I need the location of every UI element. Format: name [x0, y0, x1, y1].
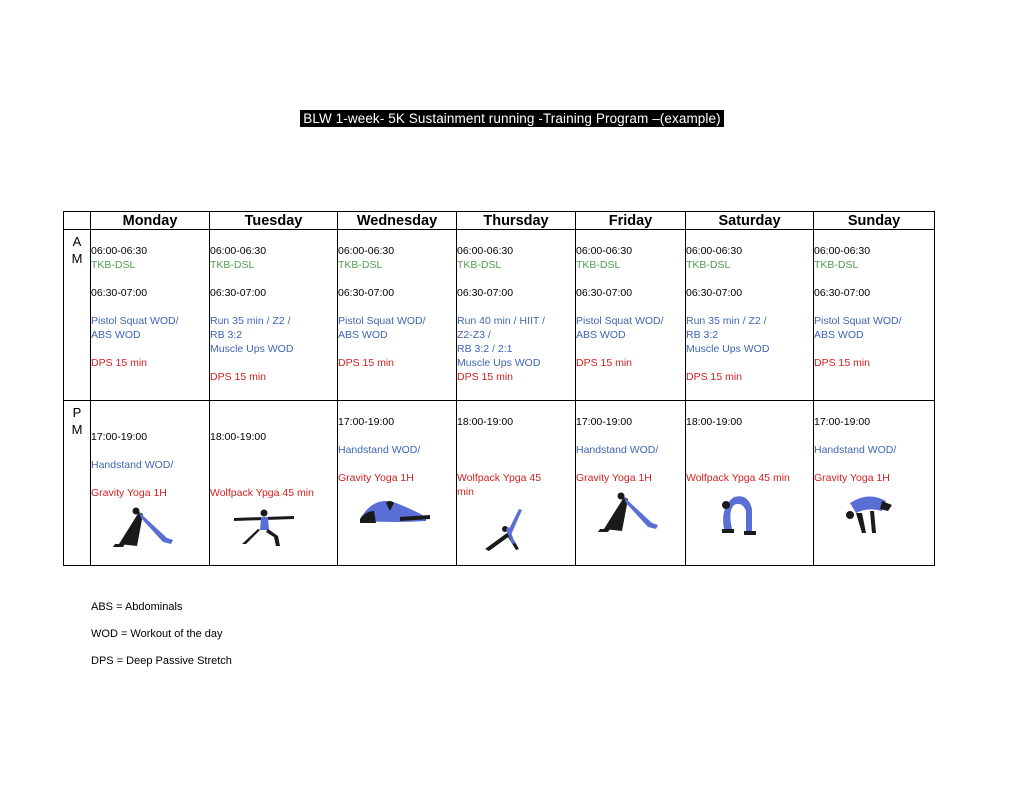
- workout-line: Handstand WOD/: [91, 459, 174, 471]
- corner-cell: [64, 212, 91, 230]
- pm-cell: [686, 401, 814, 566]
- pm-cell: [457, 401, 576, 566]
- yoga-line: Gravity Yoga 1H: [814, 472, 890, 484]
- stretch-line: DPS 15 min: [576, 357, 633, 369]
- pm-cell: [91, 401, 210, 566]
- session-time: 06:30-07:00: [338, 287, 395, 299]
- page-title-text: BLW 1-week- 5K Sustainment running -Training Program –(example): [300, 110, 723, 127]
- session-time: 18:00-19:00: [686, 416, 743, 428]
- spacer: [338, 457, 456, 471]
- session-time: 06:00-06:30: [576, 245, 633, 257]
- child-pose-icon: [338, 489, 456, 539]
- session-time: 06:30-07:00: [576, 287, 633, 299]
- workout-line: Run 35 min / Z2 /: [210, 315, 291, 327]
- stretch-line: DPS 15 min: [210, 371, 267, 383]
- workout-line: Muscle Ups WOD: [686, 343, 770, 355]
- workout-line: ABS WOD: [814, 329, 864, 341]
- yoga-line: Gravity Yoga 1H: [338, 472, 414, 484]
- day-header: Saturday: [686, 212, 814, 230]
- workout-line: RB 3:2: [210, 329, 243, 341]
- spacer: [338, 429, 456, 443]
- workout-line: Handstand WOD/: [338, 444, 421, 456]
- stretch-line: DPS 15 min: [91, 357, 148, 369]
- workout-line: Pistol Squat WOD/: [814, 315, 902, 327]
- workout-line: Handstand WOD/: [576, 444, 659, 456]
- backbend-pose-icon: [686, 489, 813, 539]
- schedule-table: [63, 211, 935, 566]
- session-time: 06:30-07:00: [210, 287, 267, 299]
- yoga-line: Wolfpack Ypga 45: [457, 472, 542, 484]
- abbreviation-legend: [91, 594, 232, 675]
- workout-line: Pistol Squat WOD/: [91, 315, 179, 327]
- day-header-row: [64, 212, 935, 230]
- am-cell: [814, 230, 935, 401]
- pm-label: [64, 401, 91, 566]
- stretch-line: DPS 15 min: [814, 357, 871, 369]
- session-time: 06:30-07:00: [457, 287, 514, 299]
- spacer: [210, 356, 337, 370]
- session-tag: TKB-DSL: [576, 259, 621, 271]
- yoga-line: min: [457, 486, 474, 498]
- yoga-line: Gravity Yoga 1H: [91, 487, 167, 499]
- warrior-pose-icon: [210, 504, 337, 554]
- spacer: [576, 457, 685, 471]
- spacer: [210, 472, 337, 486]
- workout-line: RB 3:2 / 2:1: [457, 343, 513, 355]
- workout-line: Run 35 min / Z2 /: [686, 315, 767, 327]
- downward-dog-pose-icon: [576, 489, 685, 539]
- day-header: Sunday: [814, 212, 935, 230]
- session-time: 06:30-07:00: [814, 287, 871, 299]
- session-time: 06:00-06:30: [210, 245, 267, 257]
- session-time: 17:00-19:00: [91, 431, 148, 443]
- pm-cell: [210, 401, 338, 566]
- spacer: [576, 429, 685, 443]
- session-time: 06:30-07:00: [91, 287, 148, 299]
- session-time: 17:00-19:00: [576, 416, 633, 428]
- session-time: 18:00-19:00: [457, 416, 514, 428]
- spacer: [814, 457, 934, 471]
- spacer: [457, 300, 575, 314]
- page-title: [0, 110, 1024, 128]
- stretch-line: DPS 15 min: [457, 371, 514, 383]
- session-time: 17:00-19:00: [814, 416, 871, 428]
- pm-cell: [338, 401, 457, 566]
- spacer: [91, 342, 209, 356]
- yoga-line: Gravity Yoga 1H: [576, 472, 652, 484]
- session-time: 06:00-06:30: [814, 245, 871, 257]
- downward-dog-pose-icon: [91, 504, 209, 554]
- day-header: Tuesday: [210, 212, 338, 230]
- workout-line: ABS WOD: [338, 329, 388, 341]
- spacer: [210, 300, 337, 314]
- session-tag: TKB-DSL: [210, 259, 255, 271]
- session-tag: TKB-DSL: [91, 259, 136, 271]
- crow-pose-icon: [814, 489, 934, 539]
- workout-line: Z2-Z3 /: [457, 329, 491, 341]
- am-cell: [210, 230, 338, 401]
- am-cell: [338, 230, 457, 401]
- workout-line: Muscle Ups WOD: [457, 357, 541, 369]
- spacer: [210, 272, 337, 286]
- legend-item: WOD = Workout of the day: [91, 628, 223, 640]
- session-time: 18:00-19:00: [210, 431, 267, 443]
- session-time: 06:00-06:30: [686, 245, 743, 257]
- spacer: [91, 272, 209, 286]
- stretch-line: DPS 15 min: [686, 371, 743, 383]
- workout-line: ABS WOD: [576, 329, 626, 341]
- am-label: [64, 230, 91, 401]
- session-time: 06:30-07:00: [686, 287, 743, 299]
- pm-row: [64, 401, 935, 566]
- workout-line: Muscle Ups WOD: [210, 343, 294, 355]
- spacer: [210, 444, 337, 458]
- stretch-line: DPS 15 min: [338, 357, 395, 369]
- am-cell: [457, 230, 576, 401]
- spacer: [457, 429, 575, 443]
- day-header: Wednesday: [338, 212, 457, 230]
- period-letter: A: [72, 234, 82, 249]
- pm-cell: [576, 401, 686, 566]
- workout-line: Run 40 min / HIIT /: [457, 315, 545, 327]
- period-letter: P: [72, 405, 82, 420]
- session-tag: TKB-DSL: [457, 259, 502, 271]
- spacer: [576, 272, 685, 286]
- spacer: [686, 457, 813, 471]
- spacer: [457, 272, 575, 286]
- legend-item: ABS = Abdominals: [91, 601, 183, 613]
- period-letter: M: [71, 251, 83, 266]
- workout-line: ABS WOD: [91, 329, 141, 341]
- spacer: [576, 300, 685, 314]
- spacer: [686, 429, 813, 443]
- spacer: [686, 272, 813, 286]
- spacer: [686, 300, 813, 314]
- spacer: [686, 443, 813, 457]
- day-header: Thursday: [457, 212, 576, 230]
- session-time: 06:00-06:30: [457, 245, 514, 257]
- spacer: [576, 342, 685, 356]
- spacer: [457, 457, 575, 471]
- spacer: [457, 443, 575, 457]
- triangle-pose-icon: [457, 503, 575, 553]
- pm-cell: [814, 401, 935, 566]
- workout-line: Pistol Squat WOD/: [338, 315, 426, 327]
- spacer: [91, 472, 209, 486]
- day-header: Monday: [91, 212, 210, 230]
- spacer: [338, 342, 456, 356]
- spacer: [91, 444, 209, 458]
- workout-line: Handstand WOD/: [814, 444, 897, 456]
- spacer: [91, 300, 209, 314]
- spacer: [814, 342, 934, 356]
- spacer: [814, 272, 934, 286]
- am-row: [64, 230, 935, 401]
- spacer: [338, 300, 456, 314]
- session-time: 17:00-19:00: [338, 416, 395, 428]
- am-cell: [686, 230, 814, 401]
- session-tag: TKB-DSL: [814, 259, 859, 271]
- session-tag: TKB-DSL: [686, 259, 731, 271]
- yoga-line: Wolfpack Ypga 45 min: [686, 472, 790, 484]
- session-time: 06:00-06:30: [91, 245, 148, 257]
- spacer: [338, 272, 456, 286]
- yoga-line: Wolfpack Ypga 45 min: [210, 487, 314, 499]
- period-letter: M: [71, 422, 83, 437]
- legend-item: DPS = Deep Passive Stretch: [91, 655, 232, 667]
- spacer: [686, 356, 813, 370]
- session-time: 06:00-06:30: [338, 245, 395, 257]
- spacer: [814, 429, 934, 443]
- spacer: [210, 458, 337, 472]
- workout-line: Pistol Squat WOD/: [576, 315, 664, 327]
- am-cell: [91, 230, 210, 401]
- am-cell: [576, 230, 686, 401]
- session-tag: TKB-DSL: [338, 259, 383, 271]
- spacer: [814, 300, 934, 314]
- workout-line: RB 3:2: [686, 329, 719, 341]
- day-header: Friday: [576, 212, 686, 230]
